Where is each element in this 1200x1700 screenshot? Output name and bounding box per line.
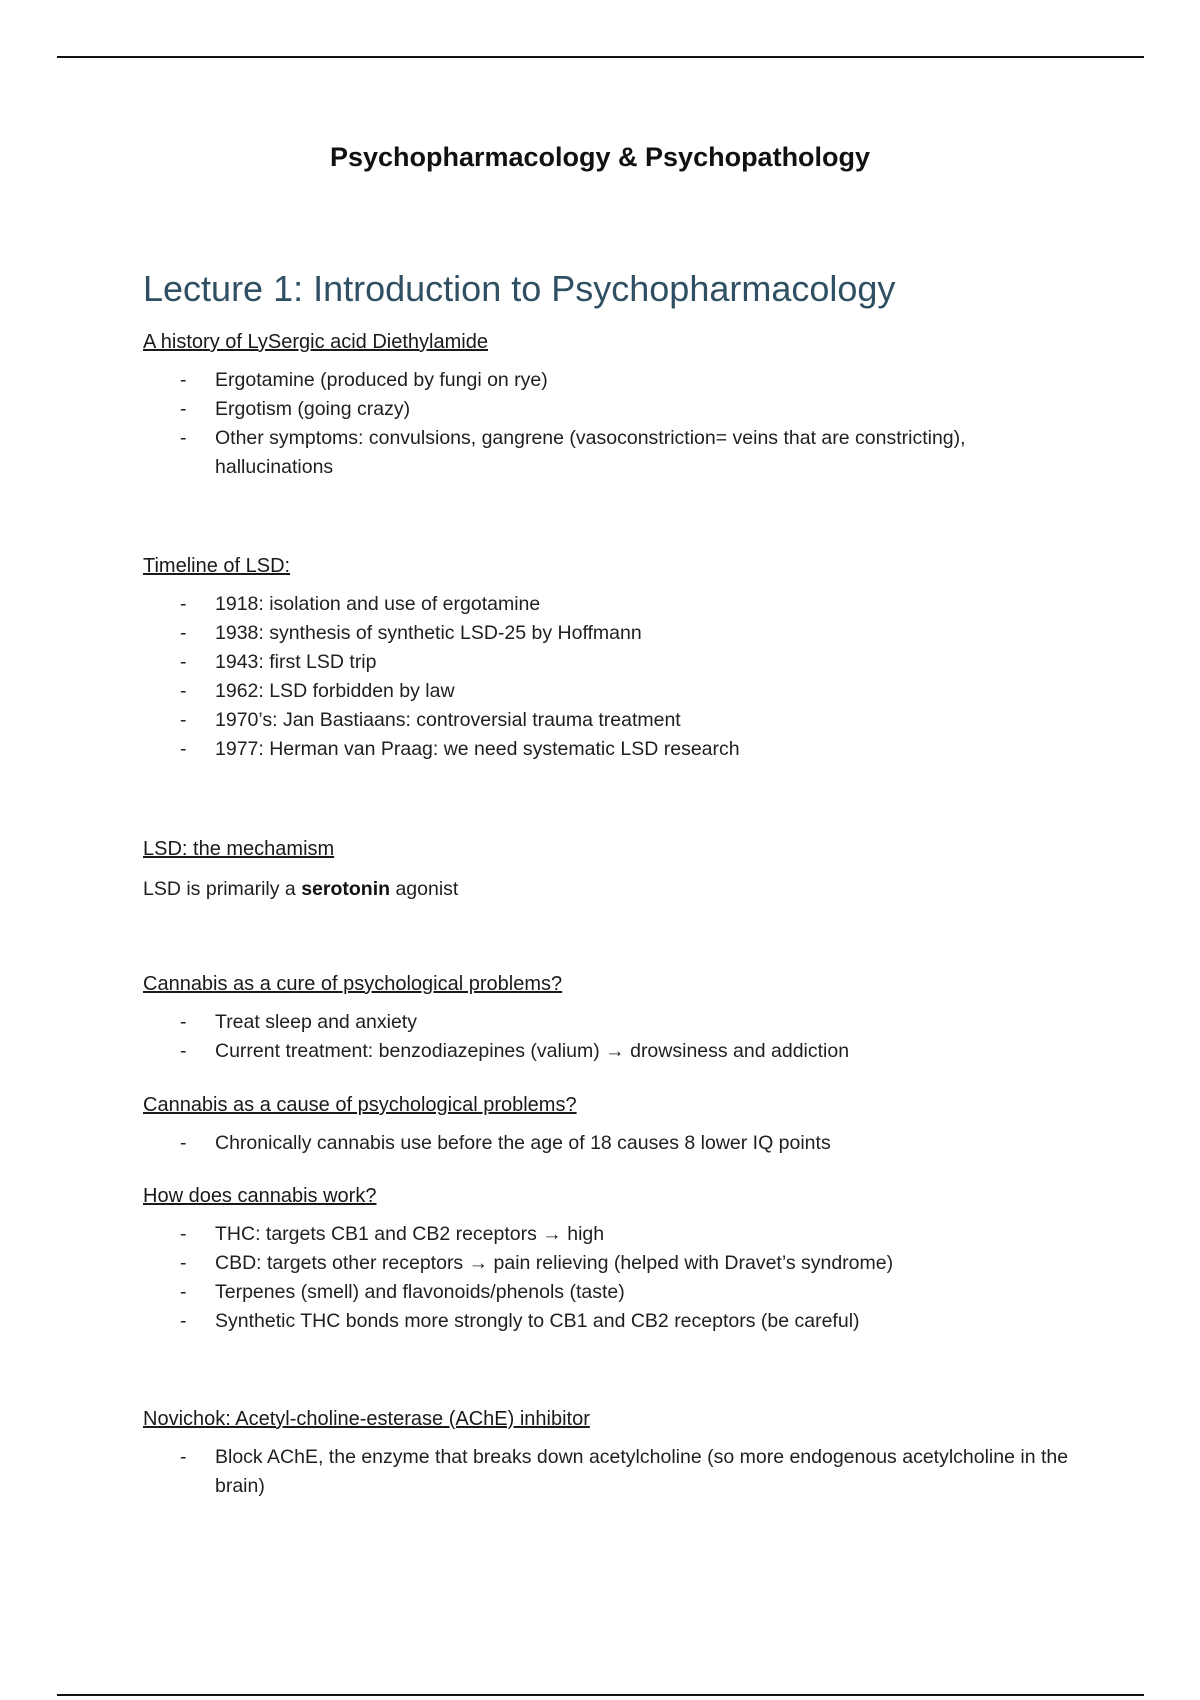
top-rule (57, 56, 1144, 58)
list-item: - 1918: isolation and use of ergotamine (180, 593, 541, 615)
section-heading: Timeline of LSD: (143, 555, 291, 577)
section-mechanism (143, 835, 1073, 904)
list-item: - Terpenes (smell) and flavonoids/phenols (taste) (180, 1281, 625, 1303)
bullet-list (143, 1129, 1073, 1158)
bullet-list (143, 366, 1073, 482)
list-item: - Treat sleep and anxiety (180, 1011, 417, 1033)
section-lsd-history (143, 328, 1073, 482)
bottom-rule (57, 1694, 1144, 1696)
section-heading: Novichok: Acetyl-choline-esterase (AChE) inhibitor (143, 1408, 590, 1430)
bold-term: serotonin (301, 878, 391, 900)
list-item: - 1977: Herman van Praag: we need systematic LSD research (180, 738, 740, 760)
section-timeline (143, 552, 1073, 764)
list-item: - CBD: targets other receptors → pain relieving (helped with Dravet’s syndrome) (180, 1252, 894, 1274)
bullet-list (143, 1443, 1073, 1501)
bullet-list (143, 1220, 1073, 1336)
section-heading: Cannabis as a cure of psychological problems? (143, 973, 563, 995)
section-cannabis-cure (143, 970, 1073, 1066)
list-item: - Ergotism (going crazy) (180, 398, 411, 420)
list-item: - Synthetic THC bonds more strongly to CB1 and CB2 receptors (be careful) (180, 1310, 860, 1332)
section-cannabis-work (143, 1182, 1073, 1336)
list-item: - THC: targets CB1 and CB2 receptors → high (180, 1223, 605, 1245)
mechanism-paragraph: LSD is primarily a serotonin agonist (143, 878, 459, 900)
section-heading: A history of LySergic acid Diethylamide (143, 331, 488, 353)
section-cannabis-cause (143, 1091, 1073, 1158)
list-item: - Current treatment: benzodiazepines (valium) → drowsiness and addiction (180, 1040, 850, 1062)
list-item: - 1938: synthesis of synthetic LSD-25 by Hoffmann (180, 622, 642, 644)
lecture-heading: Lecture 1: Introduction to Psychopharmacology (143, 268, 896, 309)
document-title: Psychopharmacology & Psychopathology (329, 142, 871, 172)
bullet-list (143, 1008, 1073, 1066)
section-heading: Cannabis as a cause of psychological problems? (143, 1094, 577, 1116)
section-heading: LSD: the mechamism (143, 838, 335, 860)
list-item: - 1943: first LSD trip (180, 651, 377, 673)
bullet-list (143, 590, 1073, 764)
section-novichok (143, 1405, 1073, 1501)
list-item: - 1962: LSD forbidden by law (180, 680, 455, 702)
list-item: - Other symptoms: convulsions, gangrene (vasoconstriction= veins that are constricting), hallucinations (180, 427, 966, 478)
list-item: - Chronically cannabis use before the age of 18 causes 8 lower IQ points (180, 1132, 831, 1154)
list-item: - Block AChE, the enzyme that breaks down acetylcholine (so more endogenous acetylcholine in the brain) (180, 1446, 1069, 1497)
list-item: - 1970’s: Jan Bastiaans: controversial trauma treatment (180, 709, 681, 731)
section-heading: How does cannabis work? (143, 1185, 377, 1207)
list-item: - Ergotamine (produced by fungi on rye) (180, 369, 548, 391)
